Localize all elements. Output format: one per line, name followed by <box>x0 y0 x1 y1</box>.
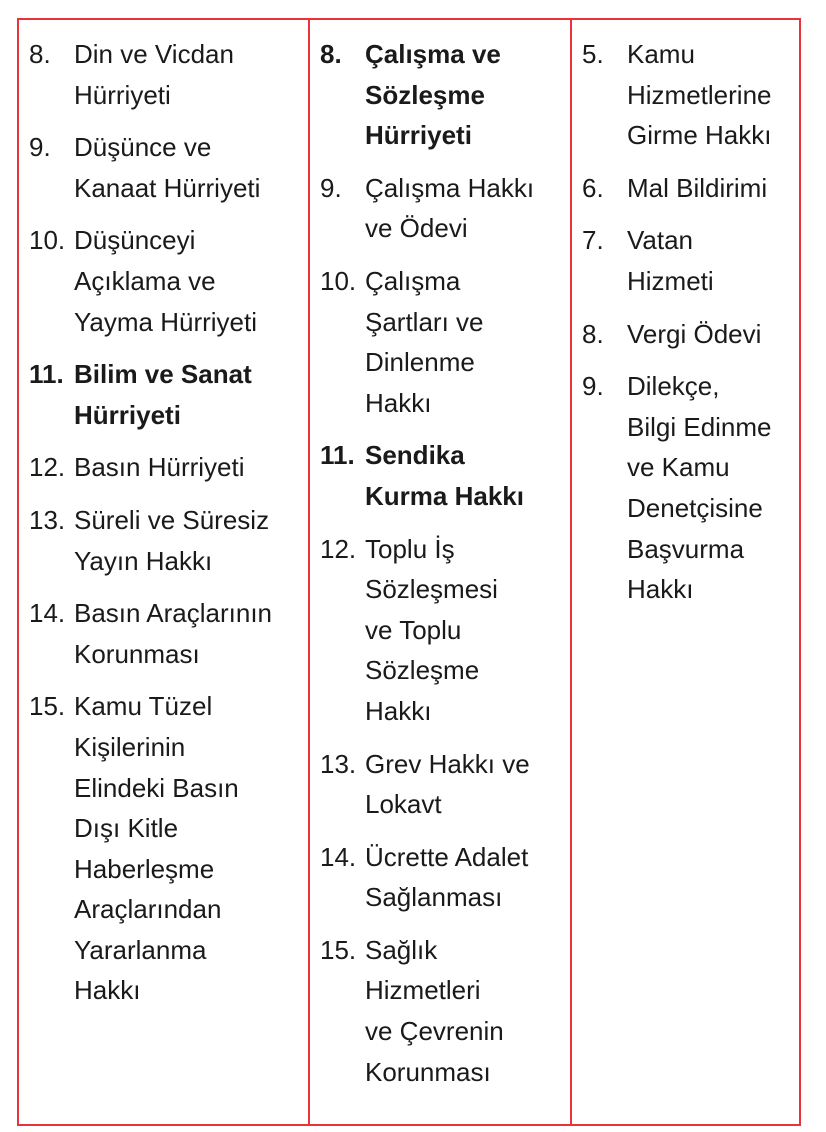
item-number: 14. <box>29 598 66 629</box>
item-number: 9. <box>582 371 604 402</box>
item-text: Çalışma Hakkı ve Ödevi <box>365 172 535 244</box>
item-text: Basın Araçlarının Korunması <box>74 598 272 669</box>
item-number: 6. <box>582 172 604 203</box>
list-item <box>29 447 306 488</box>
item-number: 10. <box>29 225 66 256</box>
item-text: Düşünce ve Kanaat Hürriyeti <box>74 132 261 203</box>
item-number: 11. <box>29 359 64 390</box>
item-number: 13. <box>29 504 66 535</box>
item-text: Kamu Hizmetlerine Girme Hakkı <box>627 39 772 151</box>
list-item <box>320 529 568 732</box>
list-item <box>582 168 797 209</box>
list-item-highlighted <box>320 435 568 516</box>
item-number: 5. <box>582 39 604 69</box>
column-2 <box>308 20 570 1124</box>
list-item <box>320 744 568 825</box>
rights-table <box>17 18 801 1126</box>
item-text: Ücrette Adalet Sağlanması <box>365 841 529 913</box>
item-text: Düşünceyi Açıklama ve Yayma Hürriyeti <box>74 225 258 337</box>
item-number: 8. <box>29 39 51 69</box>
item-number: 8. <box>320 39 342 69</box>
list-item <box>582 366 797 610</box>
item-text: Toplu İş Sözleşmesi ve Toplu Sözleşme Hakkı <box>365 533 498 726</box>
list-item <box>29 500 306 581</box>
item-text: Dilekçe, Bilgi Edinme ve Kamu Denetçisine Başvurma Hakkı <box>627 371 772 605</box>
item-number: 7. <box>582 225 604 256</box>
item-text: Vatan Hizmeti <box>627 225 714 296</box>
item-text: Basın Hürriyeti <box>74 452 245 483</box>
item-text: Süreli ve Süresiz Yayın Hakkı <box>74 504 270 576</box>
item-text: Kamu Tüzel Kişilerinin Elindeki Basın Dışı Kitle Haberleşme Araçlarından Yararlanma Hakkı <box>74 691 239 1006</box>
item-text: Sendika Kurma Hakkı <box>365 440 524 511</box>
list-item-highlighted <box>320 34 568 156</box>
list-item <box>582 314 797 355</box>
item-text: Din ve Vicdan Hürriyeti <box>74 39 234 110</box>
item-text: Sağlık Hizmetleri ve Çevrenin Korunması <box>365 934 504 1087</box>
list-item <box>29 686 306 1011</box>
item-number: 15. <box>29 691 66 722</box>
list-item <box>320 837 568 918</box>
item-text: Bilim ve Sanat Hürriyeti <box>74 359 252 430</box>
list-item <box>582 34 797 156</box>
list-item <box>320 168 568 249</box>
item-text: Çalışma Şartları ve Dinlenme Hakkı <box>365 265 484 418</box>
column-1 <box>19 20 308 1124</box>
item-number: 10. <box>320 265 357 296</box>
item-number: 11. <box>320 440 355 471</box>
list-item <box>29 593 306 674</box>
list-item <box>29 127 306 208</box>
list-item-highlighted <box>29 354 306 435</box>
item-number: 14. <box>320 841 357 872</box>
item-number: 8. <box>582 318 604 349</box>
item-number: 9. <box>320 172 342 203</box>
item-number: 12. <box>29 452 66 483</box>
item-text: Grev Hakkı ve Lokavt <box>365 748 530 820</box>
item-number: 13. <box>320 748 357 779</box>
list-item <box>320 261 568 423</box>
item-text: Vergi Ödevi <box>627 318 762 349</box>
list-item <box>320 930 568 1092</box>
item-text: Çalışma ve Sözleşme Hürriyeti <box>365 39 501 151</box>
item-number: 15. <box>320 934 357 965</box>
list-item <box>29 220 306 342</box>
item-text: Mal Bildirimi <box>627 172 768 203</box>
list-item <box>29 34 306 115</box>
list-item <box>582 220 797 301</box>
column-3 <box>570 20 799 1124</box>
item-number: 12. <box>320 533 357 564</box>
item-number: 9. <box>29 132 51 163</box>
